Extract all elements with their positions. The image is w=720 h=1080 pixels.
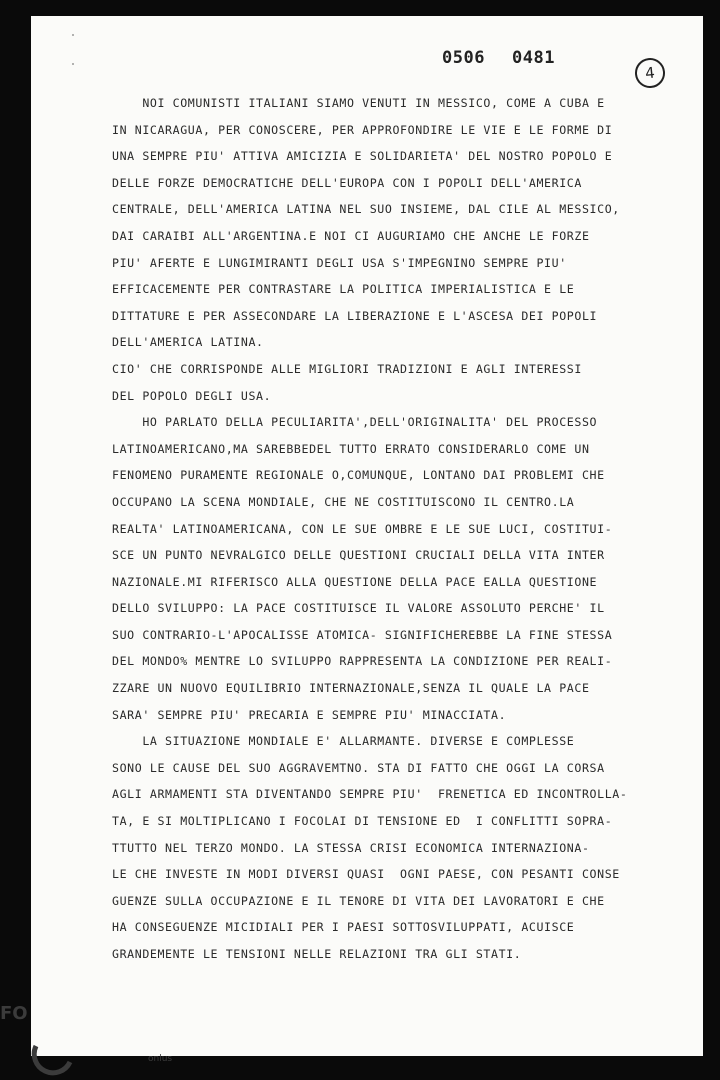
watermark-onlus-text: onlus	[148, 1054, 173, 1064]
text-line: LE CHE INVESTE IN MODI DIVERSI QUASI OGNI PAESE, CON PESANTI CONSE	[112, 867, 620, 882]
text-line: SONO LE CAUSE DEL SUO AGGRAVEMTNO. STA DI FATTO CHE OGGI LA CORSA	[112, 760, 605, 775]
text-line: DEL POPOLO DEGLI USA.	[112, 388, 272, 403]
text-line: LATINOAMERICANO,MA SAREBBEDEL TUTTO ERRATO CONSIDERARLO COME UN	[112, 441, 590, 456]
text-line: EFFICACEMENTE PER CONTRASTARE LA POLITICA IMPERIALISTICA E LE	[112, 282, 575, 297]
typewritten-text	[112, 90, 672, 968]
text-line: LA SITUAZIONE MONDIALE E' ALLARMANTE. DIVERSE E COMPLESSE	[112, 734, 575, 749]
watermark-logo-icon	[30, 1040, 74, 1080]
text-line: FENOMENO PURAMENTE REGIONALE O,COMUNQUE, LONTANO DAI PROBLEMI CHE	[112, 468, 605, 483]
text-line: UNA SEMPRE PIU' ATTIVA AMICIZIA E SOLIDARIETA' DEL NOSTRO POPOLO E	[112, 149, 613, 164]
text-line: TA, E SI MOLTIPLICANO I FOCOLAI DI TENSIONE ED I CONFLITTI SOPRA-	[112, 814, 613, 829]
text-line: REALTA' LATINOAMERICANA, CON LE SUE OMBRE E LE SUE LUCI, COSTITUI-	[112, 521, 613, 536]
text-line: AGLI ARMAMENTI STA DIVENTANDO SEMPRE PIU' FRENETICA ED INCONTROLLA-	[112, 787, 628, 802]
text-line: DITTATURE E PER ASSECONDARE LA LIBERAZIONE E L'ASCESA DEI POPOLI	[112, 308, 598, 323]
document-number-left: 0506	[442, 48, 485, 68]
text-line: DELLE FORZE DEMOCRATICHE DELL'EUROPA CON I POPOLI DELL'AMERICA	[112, 175, 582, 190]
text-line: CENTRALE, DELL'AMERICA LATINA NEL SUO INSIEME, DAL CILE AL MESSICO,	[112, 202, 620, 217]
text-line: DELL'AMERICA LATINA.	[112, 335, 264, 350]
text-line: PIU' AFERTE E LUNGIMIRANTI DEGLI USA S'IMPEGNINO SEMPRE PIU'	[112, 255, 567, 270]
text-line: ZZARE UN NUOVO EQUILIBRIO INTERNAZIONALE,SENZA IL QUALE LA PACE	[112, 681, 590, 696]
text-line: OCCUPANO LA SCENA MONDIALE, CHE NE COSTITUISCONO IL CENTRO.LA	[112, 494, 575, 509]
text-line: SCE UN PUNTO NEVRALGICO DELLE QUESTIONI CRUCIALI DELLA VITA INTER	[112, 548, 605, 563]
document-number-right: 0481	[512, 48, 555, 68]
text-line: DELLO SVILUPPO: LA PACE COSTITUISCE IL VALORE ASSOLUTO PERCHE' IL	[112, 601, 605, 616]
text-line: SUO CONTRARIO-L'APOCALISSE ATOMICA- SIGNIFICHEREBBE LA FINE STESSA	[112, 627, 613, 642]
text-line: SARA' SEMPRE PIU' PRECARIA E SEMPRE PIU' MINACCIATA.	[112, 707, 507, 722]
text-line: GRANDEMENTE LE TENSIONI NELLE RELAZIONI TRA GLI STATI.	[112, 947, 522, 961]
text-line: GUENZE SULLA OCCUPAZIONE E IL TENORE DI VITA DEI LAVORATORI E CHE	[112, 893, 605, 908]
text-line: NAZIONALE.MI RIFERISCO ALLA QUESTIONE DELLA PACE EALLA QUESTIONE	[112, 574, 598, 589]
text-line: IN NICARAGUA, PER CONOSCERE, PER APPROFONDIRE LE VIE E LE FORME DI	[112, 122, 613, 137]
watermark-logo-text: FO	[0, 1003, 28, 1024]
text-line: DAI CARAIBI ALL'ARGENTINA.E NOI CI AUGURIAMO CHE ANCHE LE FORZE	[112, 228, 590, 243]
text-line: HO PARLATO DELLA PECULIARITA',DELL'ORIGINALITA' DEL PROCESSO	[112, 415, 598, 430]
scan-speck	[72, 63, 74, 65]
text-line: NOI COMUNISTI ITALIANI SIAMO VENUTI IN MESSICO, COME A CUBA E	[112, 96, 605, 110]
scan-border	[31, 1056, 703, 1080]
scan-speck	[72, 34, 74, 36]
text-line: TTUTTO NEL TERZO MONDO. LA STESSA CRISI ECONOMICA INTERNAZIONA-	[112, 840, 590, 855]
page-number-circle: 4	[634, 57, 667, 90]
text-line: DEL MONDO% MENTRE LO SVILUPPO RAPPRESENTA LA CONDIZIONE PER REALI-	[112, 654, 613, 669]
text-line: CIO' CHE CORRISPONDE ALLE MIGLIORI TRADIZIONI E AGLI INTERESSI	[112, 361, 582, 376]
text-line: HA CONSEGUENZE MICIDIALI PER I PAESI SOTTOSVILUPPATI, ACUISCE	[112, 920, 575, 935]
